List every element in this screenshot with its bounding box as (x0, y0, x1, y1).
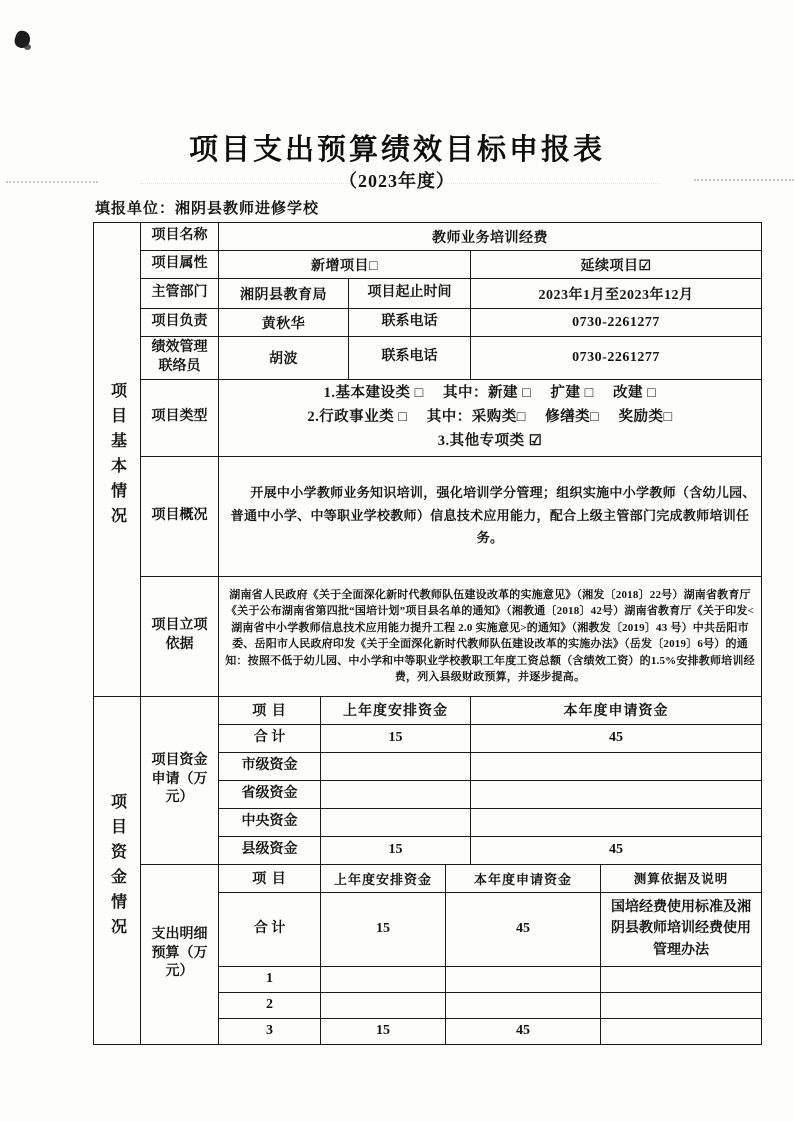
period-label: 项目起止时间 (349, 279, 471, 309)
project-overview-cell (219, 456, 762, 576)
apply-row-name: 省级资金 (219, 780, 321, 808)
apply-row-name: 中央资金 (219, 808, 321, 836)
detail-basis-value: 国培经费使用标准及湘阴县教师培训经费使用管理办法 (601, 892, 762, 966)
leader-value: 黄秋华 (219, 309, 349, 337)
attribute-new-option: 新增项目□ (219, 251, 471, 279)
project-overview-text: 开展中小学教师业务知识培训，强化培训学分管理；组织实施中小学教师（含幼儿园、普通中小学、中等职业学校教师）信息技术应用能力，配合上级主管部门完成教师培训任务。 (230, 484, 756, 546)
type-line-3: 3.其他专项类 ☑ (437, 432, 543, 449)
detail-header-item: 项 目 (219, 864, 321, 892)
type-line-1: 1.基本建设类 □ 其中：新建 □ 扩建 □ 改建 □ (323, 384, 657, 401)
apply-prev-value: 15 (321, 836, 471, 864)
detail-prev-value: 15 (321, 892, 446, 966)
apply-curr-value: 45 (471, 836, 762, 864)
row-detail-header (94, 864, 762, 892)
leader-phone-value: 0730-2261277 (471, 309, 762, 337)
detail-curr-value (446, 992, 601, 1018)
project-basis-label: 项目立项依据 (141, 576, 219, 696)
detail-basis-value (601, 966, 762, 992)
apply-row-name: 县级资金 (219, 836, 321, 864)
detail-row-name: 2 (219, 992, 321, 1018)
project-name-label: 项目名称 (141, 223, 219, 251)
apply-curr-value (471, 780, 762, 808)
apply-curr-value (471, 808, 762, 836)
leader-phone-label: 联系电话 (349, 309, 471, 337)
detail-row-name: 3 (219, 1018, 321, 1044)
detail-curr-value: 45 (446, 1018, 601, 1044)
detail-prev-value: 15 (321, 1018, 446, 1044)
row-project-attribute (94, 251, 762, 279)
section-funding-label: 项目资金情况 (108, 792, 126, 943)
row-apply-header (94, 696, 762, 724)
department-label: 主管部门 (141, 279, 219, 309)
row-project-overview (94, 456, 762, 576)
detail-header-curr: 本年度申请资金 (446, 864, 601, 892)
type-line-2: 2.行政事业类 □ 其中：采购类□ 修缮类□ 奖励类□ (307, 408, 673, 425)
attribute-continue-option: 延续项目☑ (471, 251, 762, 279)
apply-row-name: 合 计 (219, 724, 321, 752)
apply-prev-value (321, 752, 471, 780)
reporting-unit-line: 填报单位：湘阴县教师进修学校 (95, 201, 320, 217)
apply-curr-value (471, 752, 762, 780)
coordinator-value: 胡波 (219, 337, 349, 380)
section-basic-cell (94, 223, 141, 697)
project-attribute-label: 项目属性 (141, 251, 219, 279)
project-basis-text: 湖南省人民政府《关于全面深化新时代教师队伍建设改革的实施意见》（湘发〔2018〕22号）湖南省教育厅《关于公布湖南省第四批“国培计划”项目县名单的通知》（湘教通〔2018〕42号）湖南省教育厅《关于印发<湖南省中小学教师信息技术应用能力提升工程 2.0 实施意见>的通知》（湘教发〔2019〕43 号）中共岳阳市委、岳阳市人民政府印发《关于全面深化新时代教师队伍建设改革的实施办法》（岳发〔2019〕6号）的通知：按照不低于幼儿园、中小学和中等职业学校教职工年度工资总额（含绩效工资）的1.5%安排教师培训经费，列入县级财政预算，并逐步提高。 (225, 588, 755, 684)
section-funding-cell (94, 696, 141, 1044)
project-basis-cell (219, 576, 762, 696)
period-value: 2023年1月至2023年12月 (471, 279, 762, 309)
page-title: 项目支出预算绩效目标申报表 (188, 134, 605, 166)
form-table (93, 222, 762, 1045)
apply-header-item: 项 目 (219, 696, 321, 724)
coordinator-phone-value: 0730-2261277 (471, 337, 762, 380)
scan-ink-blot-small (24, 44, 31, 50)
apply-header-prev: 上年度安排资金 (321, 696, 471, 724)
row-coordinator (94, 337, 762, 380)
apply-prev-value (321, 780, 471, 808)
project-overview-label: 项目概况 (141, 456, 219, 576)
detail-curr-value (446, 966, 601, 992)
apply-curr-value: 45 (471, 724, 762, 752)
detail-row-name: 合 计 (219, 892, 321, 966)
apply-row-name: 市级资金 (219, 752, 321, 780)
row-project-type (94, 379, 762, 456)
detail-header-prev: 上年度安排资金 (321, 864, 446, 892)
detail-prev-value (321, 992, 446, 1018)
page-subtitle: （2023年度） (339, 171, 455, 191)
apply-table-label: 项目资金申请（万元） (141, 696, 219, 864)
detail-table-label: 支出明细预算（万元） (141, 864, 219, 1044)
apply-prev-value (321, 808, 471, 836)
coordinator-phone-label: 联系电话 (349, 337, 471, 380)
apply-header-curr: 本年度申请资金 (471, 696, 762, 724)
apply-prev-value: 15 (321, 724, 471, 752)
row-department (94, 279, 762, 309)
detail-row-name: 1 (219, 966, 321, 992)
project-name-value: 教师业务培训经费 (219, 223, 762, 251)
detail-basis-value (601, 992, 762, 1018)
section-basic-label: 项目基本情况 (108, 381, 126, 532)
detail-prev-value (321, 966, 446, 992)
project-type-options (219, 379, 762, 456)
department-value: 湘阴县教育局 (219, 279, 349, 309)
row-leader (94, 309, 762, 337)
coordinator-label: 绩效管理联络员 (141, 337, 219, 380)
detail-header-basis: 测算依据及说明 (601, 864, 762, 892)
row-project-name (94, 223, 762, 251)
row-project-basis (94, 576, 762, 696)
leader-label: 项目负责 (141, 309, 219, 337)
project-type-label: 项目类型 (141, 379, 219, 456)
detail-basis-value (601, 1018, 762, 1044)
detail-curr-value: 45 (446, 892, 601, 966)
